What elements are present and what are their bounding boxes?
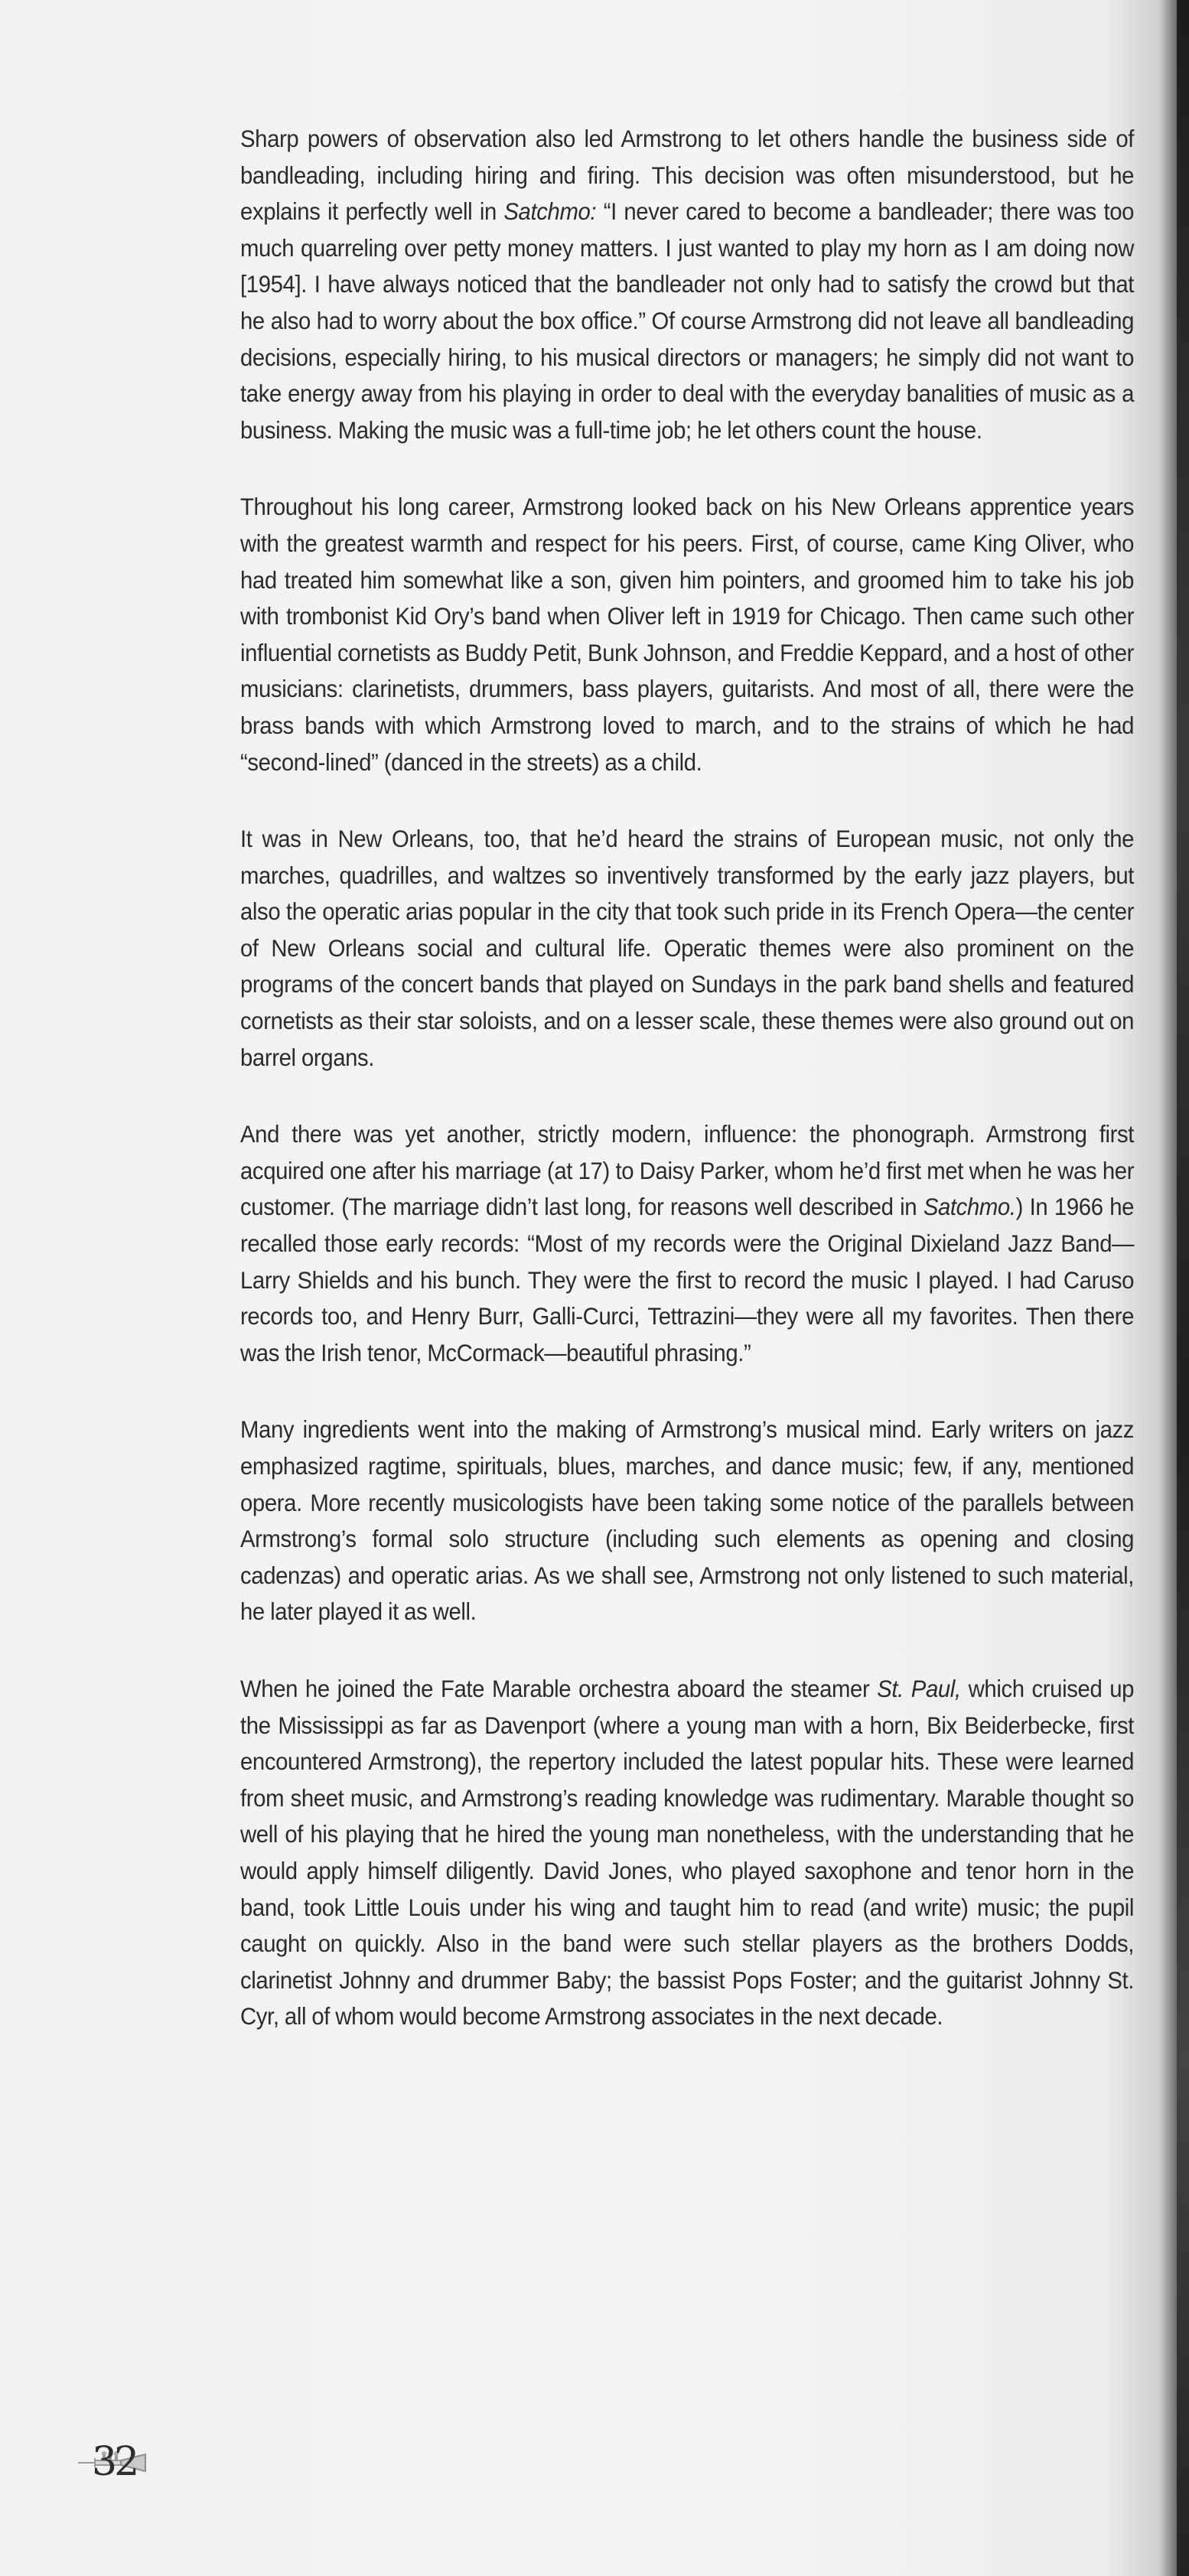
paragraph-4 — [240, 1116, 1134, 1371]
book-title-satchmo: Satchmo: — [503, 197, 597, 226]
body-text — [240, 121, 1135, 2076]
paragraph-2: Throughout his long career, Armstrong looked back on his New Orleans apprentice years with the greatest warmth and respect for his peers. First, of course, came King Oliver, who had treated him somewhat like a son, given him pointers, and groomed him to take his job with trombonist Kid Ory’s band when Oliver left in 1919 for Chicago. Then came such other influential cornetists as Buddy Petit, Bunk Johnson, and Freddie Keppard, and a host of other musicians: clarinetists, drummers, bass players, guitarists. And most of all, there were the brass bands with which Armstrong loved to march, and to the strains of which he had “second-lined” (danced in the streets) as a child. — [240, 493, 1135, 776]
paragraph-6-text-a: When he joined the Fate Marable orchestra aboard the steamer — [240, 1674, 878, 1702]
book-title-satchmo: Satchmo. — [923, 1193, 1016, 1221]
steamer-name: St. Paul, — [877, 1674, 961, 1702]
page-number: 32 — [92, 2439, 137, 2485]
paragraph-1-text-a: Sharp powers of observation also led Armstrong to let others handle the business side of bandleading, including hiring and firing. This decision was often misunderstood, but he explains it perfectly well in — [240, 125, 1135, 226]
paragraph-6-text-b: which cruised up the Mississippi as far as Davenport (where a young man with a horn, Bix Beiderbecke, first encountered Armstrong), the repertory included the latest popular hits. These were learned from sheet music, and Armstrong’s reading knowledge was rudimentary. Marable thought so well of his playing that he hired the young man nonetheless, with the understanding that he would apply himself diligently. David Jones, who played saxophone and tenor horn in the band, took Little Louis under his wing and taught him to read (and write) music; the pupil caught on quickly. Also in the band were such stellar players as the brothers Dodds, clarinetist Johnny and drummer Baby; the bassist Pops Foster; and the guitarist Johnny St. Cyr, all of whom would become Armstrong associates in the next decade. — [240, 1674, 1135, 2031]
page-folio — [75, 2438, 159, 2486]
paragraph-4-text-b: ) In 1966 he recalled those early records: “Most of my records were the Original Dixieland Jazz Band—Larry Shields and his bunch. They were the first to record the music I played. I had Caruso records too, and Henry Burr, Galli-Curci, Tettrazini—they were all my favorites. Then there was the Irish tenor, McCormack—beautiful phrasing.” — [240, 1193, 1135, 1366]
paragraph-5: Many ingredients went into the making of Armstrong’s musical mind. Early writers on jazz emphasized ragtime, spirituals, blues, marches, and dance music; few, if any, mentioned opera. More recently musicologists have been taking some notice of the parallels between Armstrong’s formal solo structure (including such elements as opening and closing cadenzas) and operatic arias. As we shall see, Armstrong not only listened to such material, he later played it as well. — [240, 1415, 1135, 1626]
binding-edge — [1177, 0, 1189, 2576]
paragraph-1-text-b: “I never cared to become a bandleader; there was too much quarreling over petty money matters. I just wanted to play my horn as I am doing now [1954]. I have always noticed that the bandleader not only had to satisfy the crowd but that he also had to worry about the box office.” Of course Armstrong did not leave all bandleading decisions, especially hiring, to his musical directors or managers; he simply did not want to take energy away from his playing in order to deal with the everyday banalities of music as a business. Making the music was a full-time job; he let others count the house. — [240, 197, 1135, 444]
paragraph-1 — [240, 121, 1134, 448]
paragraph-6 — [240, 1671, 1134, 2035]
paragraph-3: It was in New Orleans, too, that he’d heard the strains of European music, not only the marches, quadrilles, and waltzes so inventively transformed by the early jazz players, but also the operatic arias popular in the city that took such pride in its French Opera—the center of New Orleans social and cultural life. Operatic themes were also prominent on the programs of the concert bands that played on Sundays in the park band shells and featured cornetists as their star soloists, and on a lesser scale, these themes were also ground out on barrel organs. — [240, 825, 1135, 1071]
paragraph-4-text-a: And there was yet another, strictly modern, influence: the phonograph. Armstrong first acquired one after his marriage (at 17) to Daisy Parker, whom he’d first met when he was her customer. (The marriage didn’t last long, for reasons well described in — [240, 1120, 1135, 1221]
